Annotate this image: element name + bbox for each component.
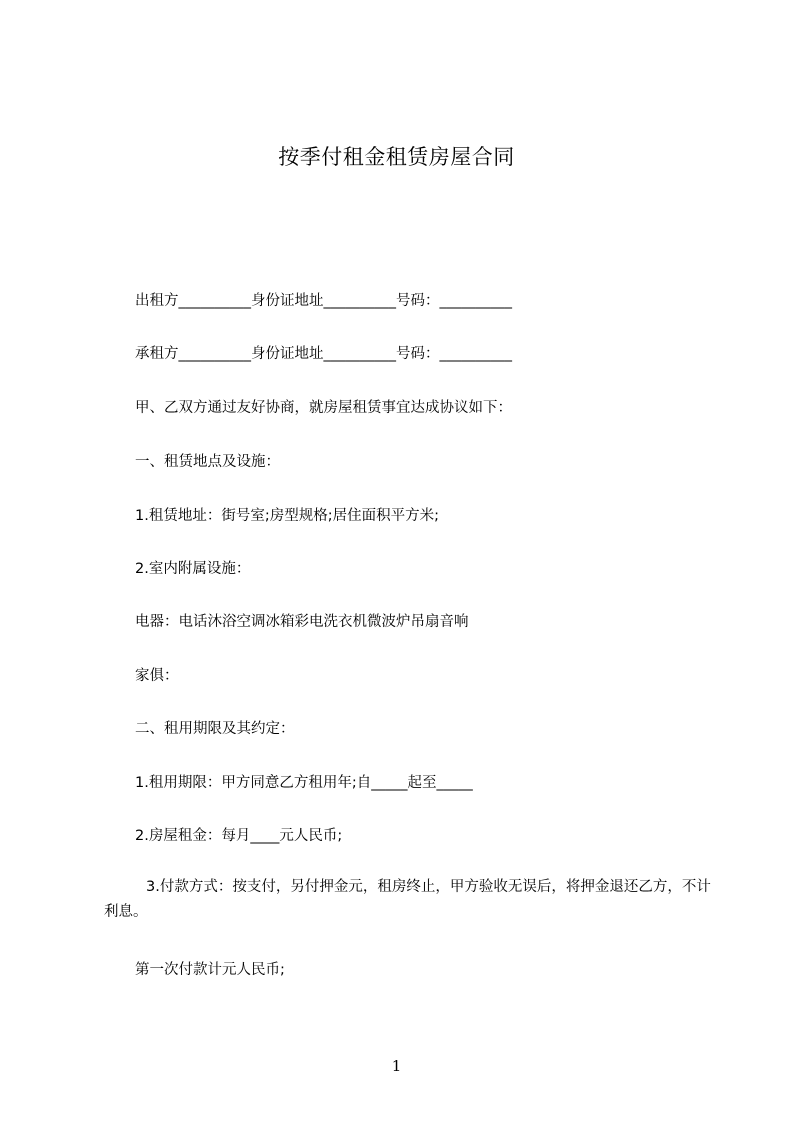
facilities-heading: 2.室内附属设施： [135, 561, 251, 577]
payment-method-paragraph: 3.付款方式：按支付，另付押金元，租房终止，甲方验收无误后，将押金退还乙方，不计利息。 [104, 879, 711, 920]
rent-line: 2.房屋租金：每月____元人民币; [135, 828, 343, 844]
page-number: 1 [391, 1057, 402, 1075]
lease-term-line: 1.租用期限：甲方同意乙方租用年;自_____起至_____ [135, 775, 473, 791]
rental-address-line: 1.租赁地址：街号室;房型规格;居住面积平方米; [135, 508, 439, 524]
lessor-line: 出租方__________身份证地址__________号码：__________ [135, 293, 512, 309]
section-2-heading: 二、租用期限及其约定： [135, 721, 295, 737]
section-1-heading: 一、租赁地点及设施： [135, 454, 280, 470]
first-payment-line: 第一次付款计元人民币; [135, 962, 285, 978]
lessee-line: 承租方__________身份证地址__________号码：__________ [135, 346, 512, 362]
agreement-intro: 甲、乙双方通过友好协商，就房屋租赁事宜达成协议如下： [135, 400, 512, 416]
appliances-line: 电器：电话沐浴空调冰箱彩电洗衣机微波炉吊扇音响 [135, 614, 469, 630]
furniture-line: 家俱： [135, 668, 179, 684]
document-title: 按季付租金租赁房屋合同 [278, 145, 515, 169]
